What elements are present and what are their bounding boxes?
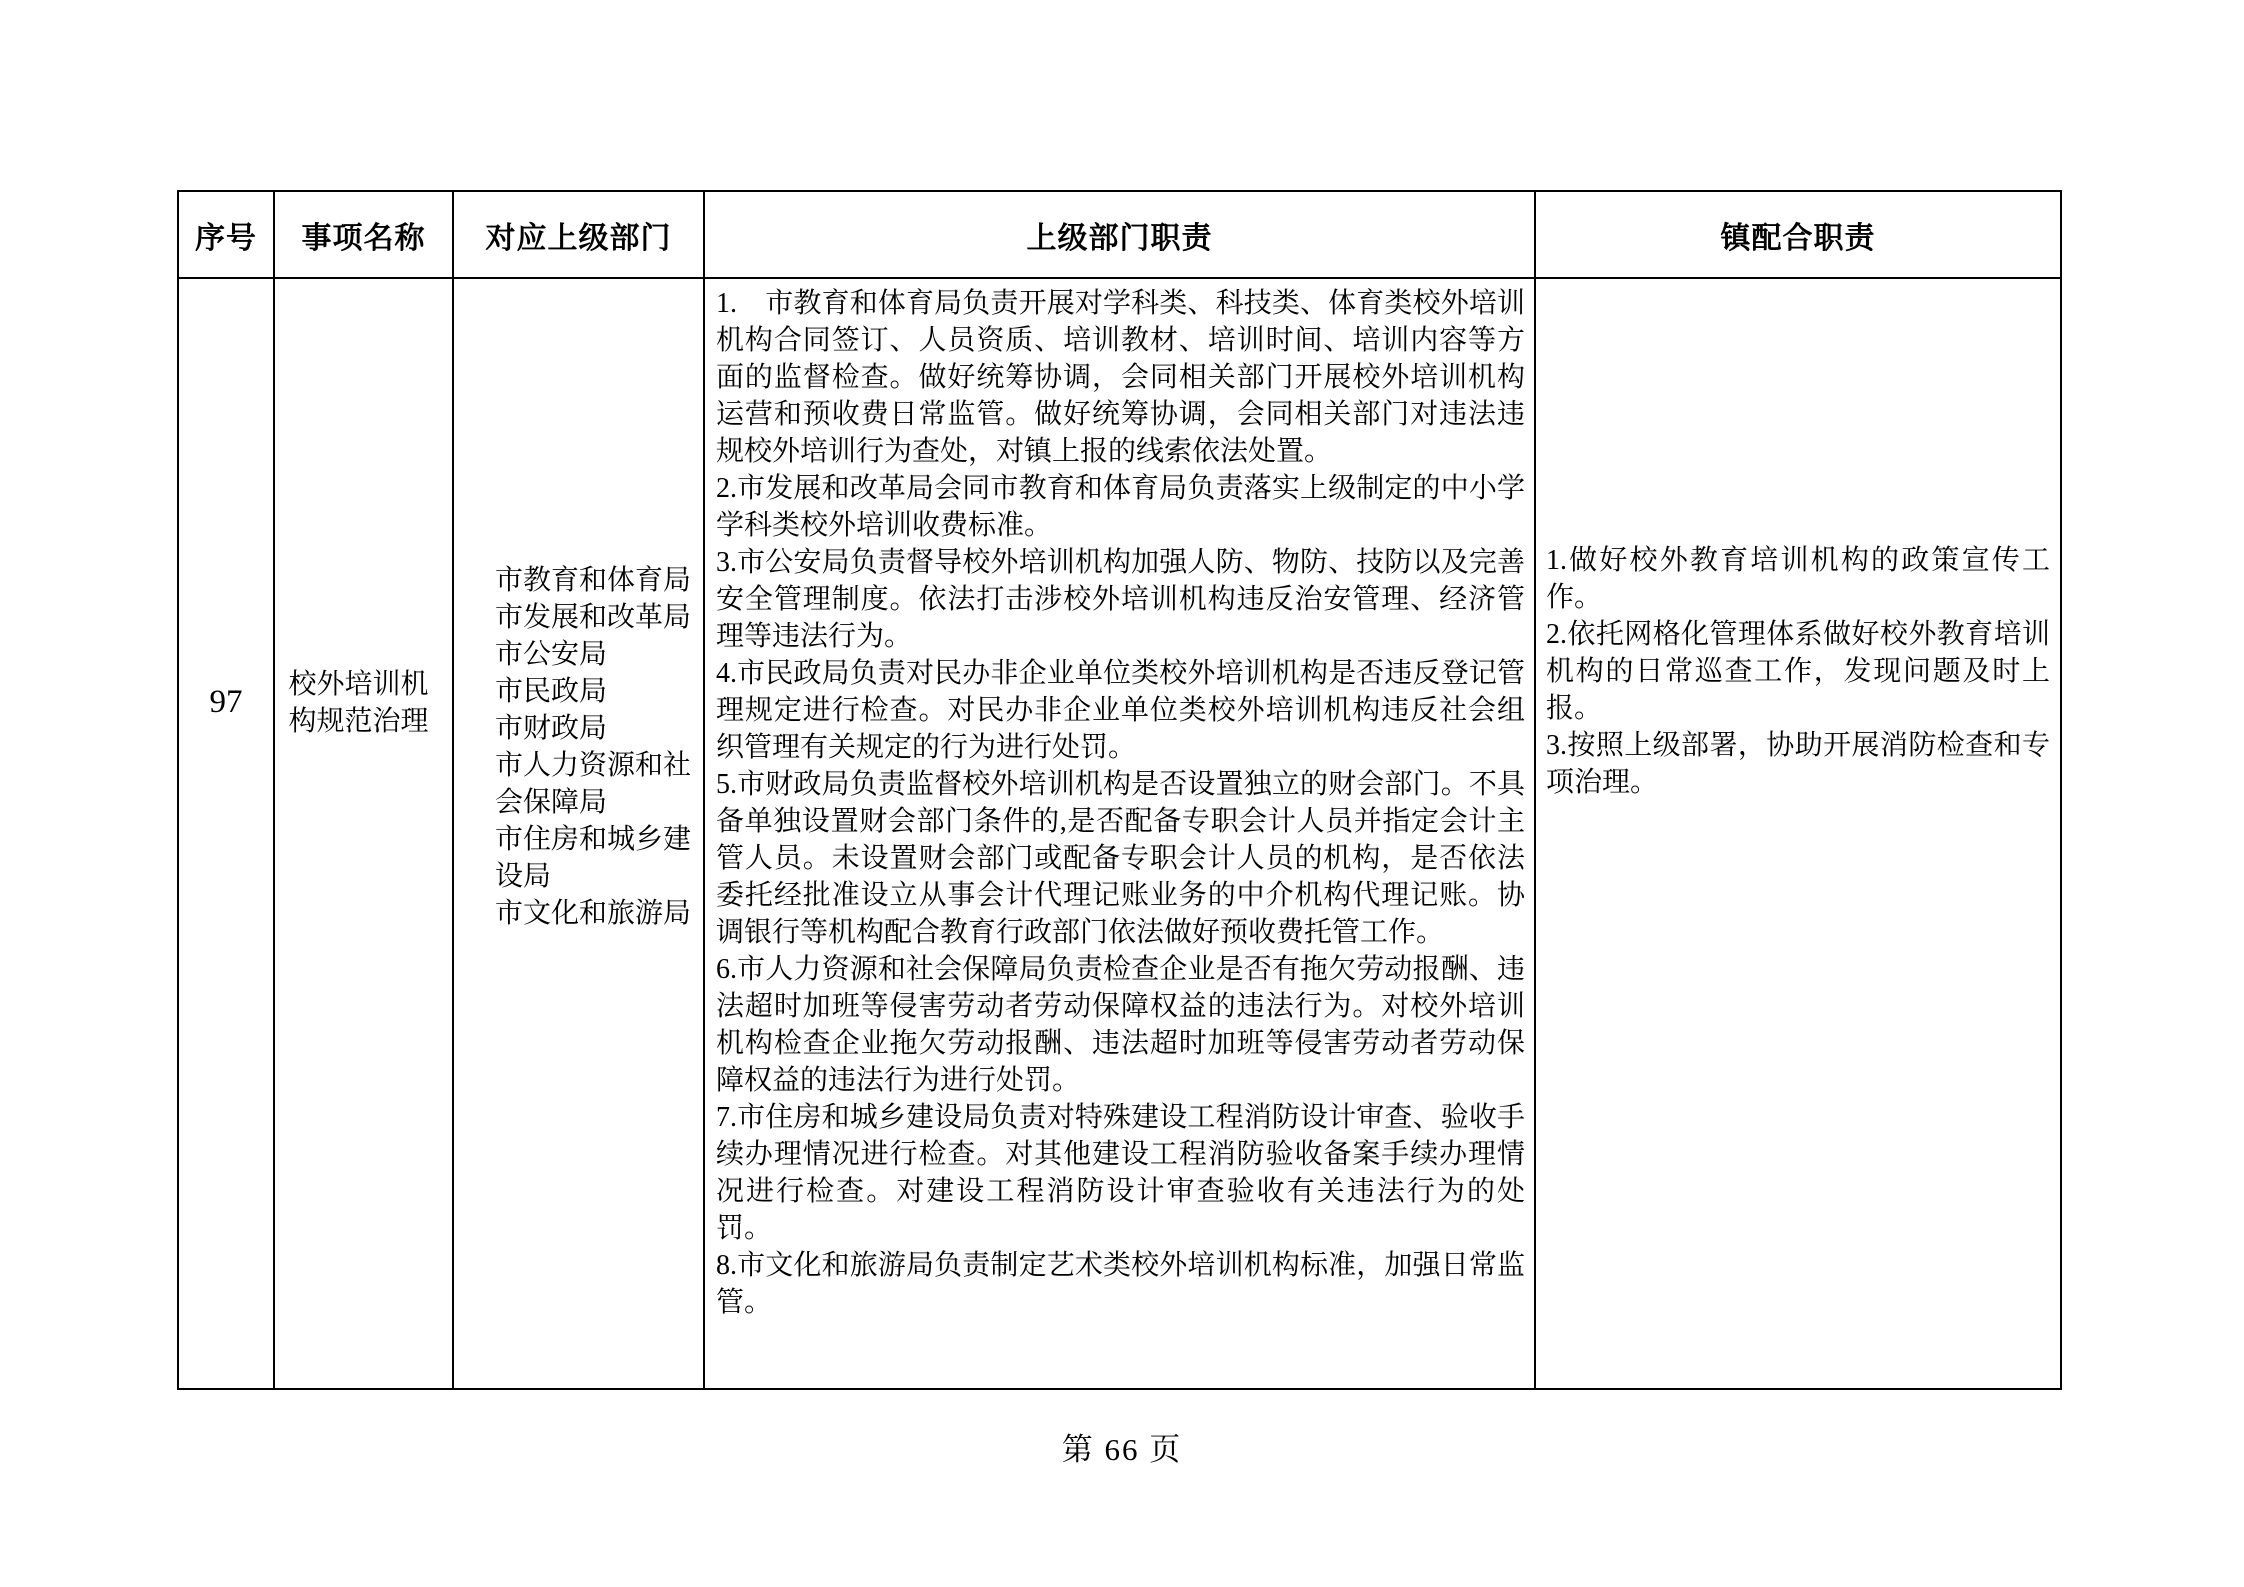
header-superior-department: 对应上级部门 bbox=[454, 192, 705, 279]
cell-serial-number bbox=[179, 279, 275, 1388]
department-item: 市住房和城乡建设局 bbox=[495, 823, 692, 892]
page-number: 第 66 页 bbox=[1061, 1432, 1183, 1467]
header-town-duties: 镇配合职责 bbox=[1536, 192, 2060, 279]
superior-duty-item: 7.市住房和城乡建设局负责对特殊建设工程消防设计审查、验收手续办理情况进行检查。对其他建设工程消防验收备案手续办理情况进行检查。对建设工程消防设计审查验收有关违法行为的处罚。 bbox=[716, 1102, 1525, 1244]
town-duty-item: 2.依托网格化管理体系做好校外教育培训机构的日常巡查工作，发现问题及时上报。 bbox=[1546, 619, 2050, 724]
department-item: 市教育和体育局 bbox=[495, 564, 692, 596]
department-item: 市公安局 bbox=[495, 638, 608, 670]
item-name-value: 校外培训机构规范治理 bbox=[288, 668, 429, 737]
header-serial-number: 序号 bbox=[179, 192, 275, 279]
superior-duty-item: 3.市公安局负责督导校外培训机构加强人防、物防、技防以及完善安全管理制度。依法打击涉校外培训机构违反治安管理、经济管理等违法行为。 bbox=[716, 547, 1525, 652]
header-item-name: 事项名称 bbox=[275, 192, 454, 279]
cell-item-name bbox=[275, 279, 454, 1388]
superior-duty-item: 6.市人力资源和社会保障局负责检查企业是否有拖欠劳动报酬、违法超时加班等侵害劳动者劳动保障权益的违法行为。对校外培训机构检查企业拖欠劳动报酬、违法超时加班等侵害劳动者劳动保障权益的违法行为进行处罚。 bbox=[716, 954, 1525, 1096]
superior-duty-item: 5.市财政局负责监督校外培训机构是否设置独立的财会部门。不具备单独设置财会部门条件的,是否配备专职会计人员并指定会计主管人员。未设置财会部门或配备专职会计人员的机构，是否依法委托经批准设立从事会计代理记账业务的中介机构代理记账。协调银行等机构配合教育行政部门依法做好预收费托管工作。 bbox=[716, 769, 1525, 948]
superior-duty-item: 4.市民政局负责对民办非企业单位类校外培训机构是否违反登记管理规定进行检查。对民办非企业单位类校外培训机构违反社会组织管理有关规定的行为进行处罚。 bbox=[716, 658, 1525, 763]
cell-town-duties bbox=[1536, 279, 2060, 1388]
cell-superior-duties bbox=[705, 279, 1536, 1388]
department-item: 市文化和旅游局 bbox=[495, 897, 692, 929]
responsibility-table bbox=[177, 190, 2062, 1390]
department-item: 市民政局 bbox=[495, 675, 608, 707]
department-item: 市财政局 bbox=[495, 712, 608, 744]
cell-departments bbox=[454, 279, 705, 1388]
superior-duty-item: 1. 市教育和体育局负责开展对学科类、科技类、体育类校外培训机构合同签订、人员资质、培训教材、培训时间、培训内容等方面的监督检查。做好统筹协调，会同相关部门开展校外培训机构运营和预收费日常监管。做好统筹协调，会同相关部门对违法违规校外培训行为查处，对镇上报的线索依法处置。 bbox=[716, 288, 1525, 467]
department-item: 市人力资源和社会保障局 bbox=[495, 749, 692, 818]
town-duty-item: 1.做好校外教育培训机构的政策宣传工作。 bbox=[1546, 545, 2050, 613]
town-duty-item: 3.按照上级部署，协助开展消防检查和专项治理。 bbox=[1546, 730, 2050, 798]
department-item: 市发展和改革局 bbox=[495, 601, 692, 633]
town-duty-list bbox=[1546, 542, 2050, 801]
superior-duty-item: 8.市文化和旅游局负责制定艺术类校外培训机构标准，加强日常监管。 bbox=[716, 1250, 1525, 1318]
superior-duty-item: 2.市发展和改革局会同市教育和体育局负责落实上级制定的中小学学科类校外培训收费标准。 bbox=[716, 473, 1525, 541]
department-list bbox=[495, 562, 699, 932]
header-superior-duties: 上级部门职责 bbox=[705, 192, 1536, 279]
serial-number-value: 97 bbox=[209, 684, 243, 720]
